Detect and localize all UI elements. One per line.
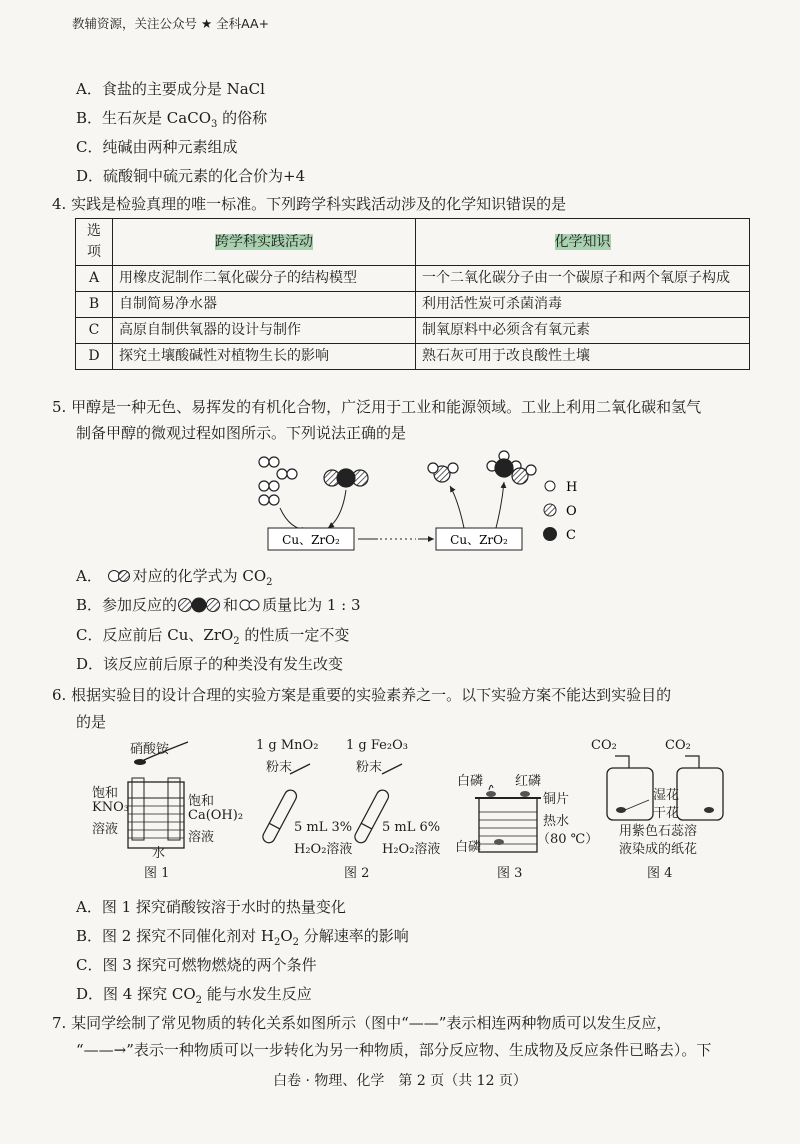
q5-option-c[interactable]: C．反应前后 Cu、ZrO$_2$ 的性质一定不变: [76, 626, 350, 647]
q4-stem: 4. 实践是检验真理的唯一标准。下列跨学科实践活动涉及的化学知识错误的是: [52, 195, 567, 213]
q5-option-b[interactable]: B．参加反应的 和 质量比为 1 : 3: [76, 596, 361, 614]
co-molecule-icon: [107, 569, 133, 583]
q5-option-d[interactable]: D．该反应前后原子的种类没有发生改变: [76, 655, 344, 673]
header-activity: 跨学科实践活动: [113, 219, 416, 266]
co2-molecule: [324, 469, 368, 487]
header-option: 选项: [76, 219, 113, 266]
fig4-caption: 图 4: [647, 866, 673, 881]
q3-option-a[interactable]: A．食盐的主要成分是 NaCl: [76, 80, 265, 98]
page-footer: 白卷 · 物理、化学 第 2 页（共 12 页）: [273, 1073, 527, 1089]
q6-option-a[interactable]: A．图 1 探究硝酸铵溶于水时的热量变化: [76, 898, 346, 916]
table-row: A 用橡皮泥制作二氧化碳分子的结构模型 一个二氧化碳分子由一个碳原子和两个氧原子构成: [76, 266, 750, 292]
fig2-caption: 图 2: [344, 866, 370, 881]
fig1-caption: 图 1: [144, 866, 170, 881]
table-row: C 高原自制供氧器的设计与制作 制氧原料中必须含有氧元素: [76, 318, 750, 344]
h2-molecule-icon: [238, 598, 262, 612]
q7-stem-line2: “——→”表示一种物质可以一步转化为另一种物质，部分反应物、生成物及反应条件已略去）。下: [76, 1041, 712, 1059]
table-row: D 探究土壤酸碱性对植物生长的影响 熟石灰可用于改良酸性土壤: [76, 344, 750, 370]
watermark-text: 教辅资源，关注公众号 ★ 全科AA+: [72, 16, 270, 31]
q6-option-d[interactable]: D．图 4 探究 $CO_2$ 能与水发生反应: [76, 985, 312, 1006]
q6-figure-2: 1 g MnO₂ 粉末 1 g Fe₂O₃ 粉末 5 mL 3% H₂O₂溶液 5 mL 6% H₂O₂溶液 图 2: [256, 738, 441, 881]
q6-figure-4: CO₂ CO₂ 湿花 干花 用紫色石蕊溶 液染成的纸花 图 4: [585, 738, 745, 888]
q5-option-a[interactable]: A． 对应的化学式为 $CO_2$: [76, 567, 273, 588]
q4-table: [75, 218, 750, 370]
table-header-row: [76, 219, 750, 266]
catalyst-label-left: Cu、ZrO₂: [282, 533, 340, 547]
q5-stem-line1: 5. 甲醇是一种无色、易挥发的有机化合物，广泛用于工业和能源领域。工业上利用二氧化碳和氢气: [52, 398, 702, 416]
q6-stem-line1: 6. 根据实验目的设计合理的实验方案是重要的实验素养之一。以下实验方案不能达到实验目的: [52, 686, 672, 704]
q3-option-c[interactable]: C．纯碱由两种元素组成: [76, 138, 238, 156]
q6-option-b[interactable]: B．图 2 探究不同催化剂对 $H_2O_2$ 分解速率的影响: [76, 927, 409, 948]
water-molecule: [428, 463, 458, 482]
catalyst-label-right: Cu、ZrO₂: [450, 533, 508, 547]
q7-stem-line1: 7. 某同学绘制了常见物质的转化关系如图所示（图中“——”表示相连两种物质可以发生反应，: [52, 1014, 672, 1032]
svg-text:H: H: [566, 480, 578, 495]
q6-option-c[interactable]: C．图 3 探究可燃物燃烧的两个条件: [76, 956, 317, 974]
table-row: B 自制简易净水器 利用活性炭可杀菌消毒: [76, 292, 750, 318]
q3-option-d[interactable]: D．硫酸铜中硫元素的化合价为+4: [76, 167, 306, 185]
header-knowledge: 化学知识: [416, 219, 750, 266]
q3-option-b[interactable]: B．生石灰是 CaCO$_3$ 的俗称: [76, 109, 268, 130]
fig3-caption: 图 3: [497, 866, 523, 881]
atom-legend: [543, 480, 577, 543]
q5-reaction-diagram: [250, 450, 600, 560]
co2-molecule-icon: [177, 597, 223, 613]
svg-text:C: C: [566, 528, 576, 543]
hydrogen-molecules-left: [259, 457, 297, 505]
q6-figure-3: 白磷 红磷 铜片 热水 （80 ℃） 白磷 图 3: [455, 774, 599, 881]
methanol-molecule: [487, 451, 536, 484]
q5-stem-line2: 制备甲醇的微观过程如图所示。下列说法正确的是: [76, 424, 407, 442]
q6-stem-line2: 的是: [76, 713, 107, 731]
q6-figure-1: 硝酸铵 饱和 KNO₃ 溶液 饱和 Ca(OH)₂ 溶液 水 图 1: [92, 742, 244, 881]
svg-text:O: O: [566, 504, 577, 519]
